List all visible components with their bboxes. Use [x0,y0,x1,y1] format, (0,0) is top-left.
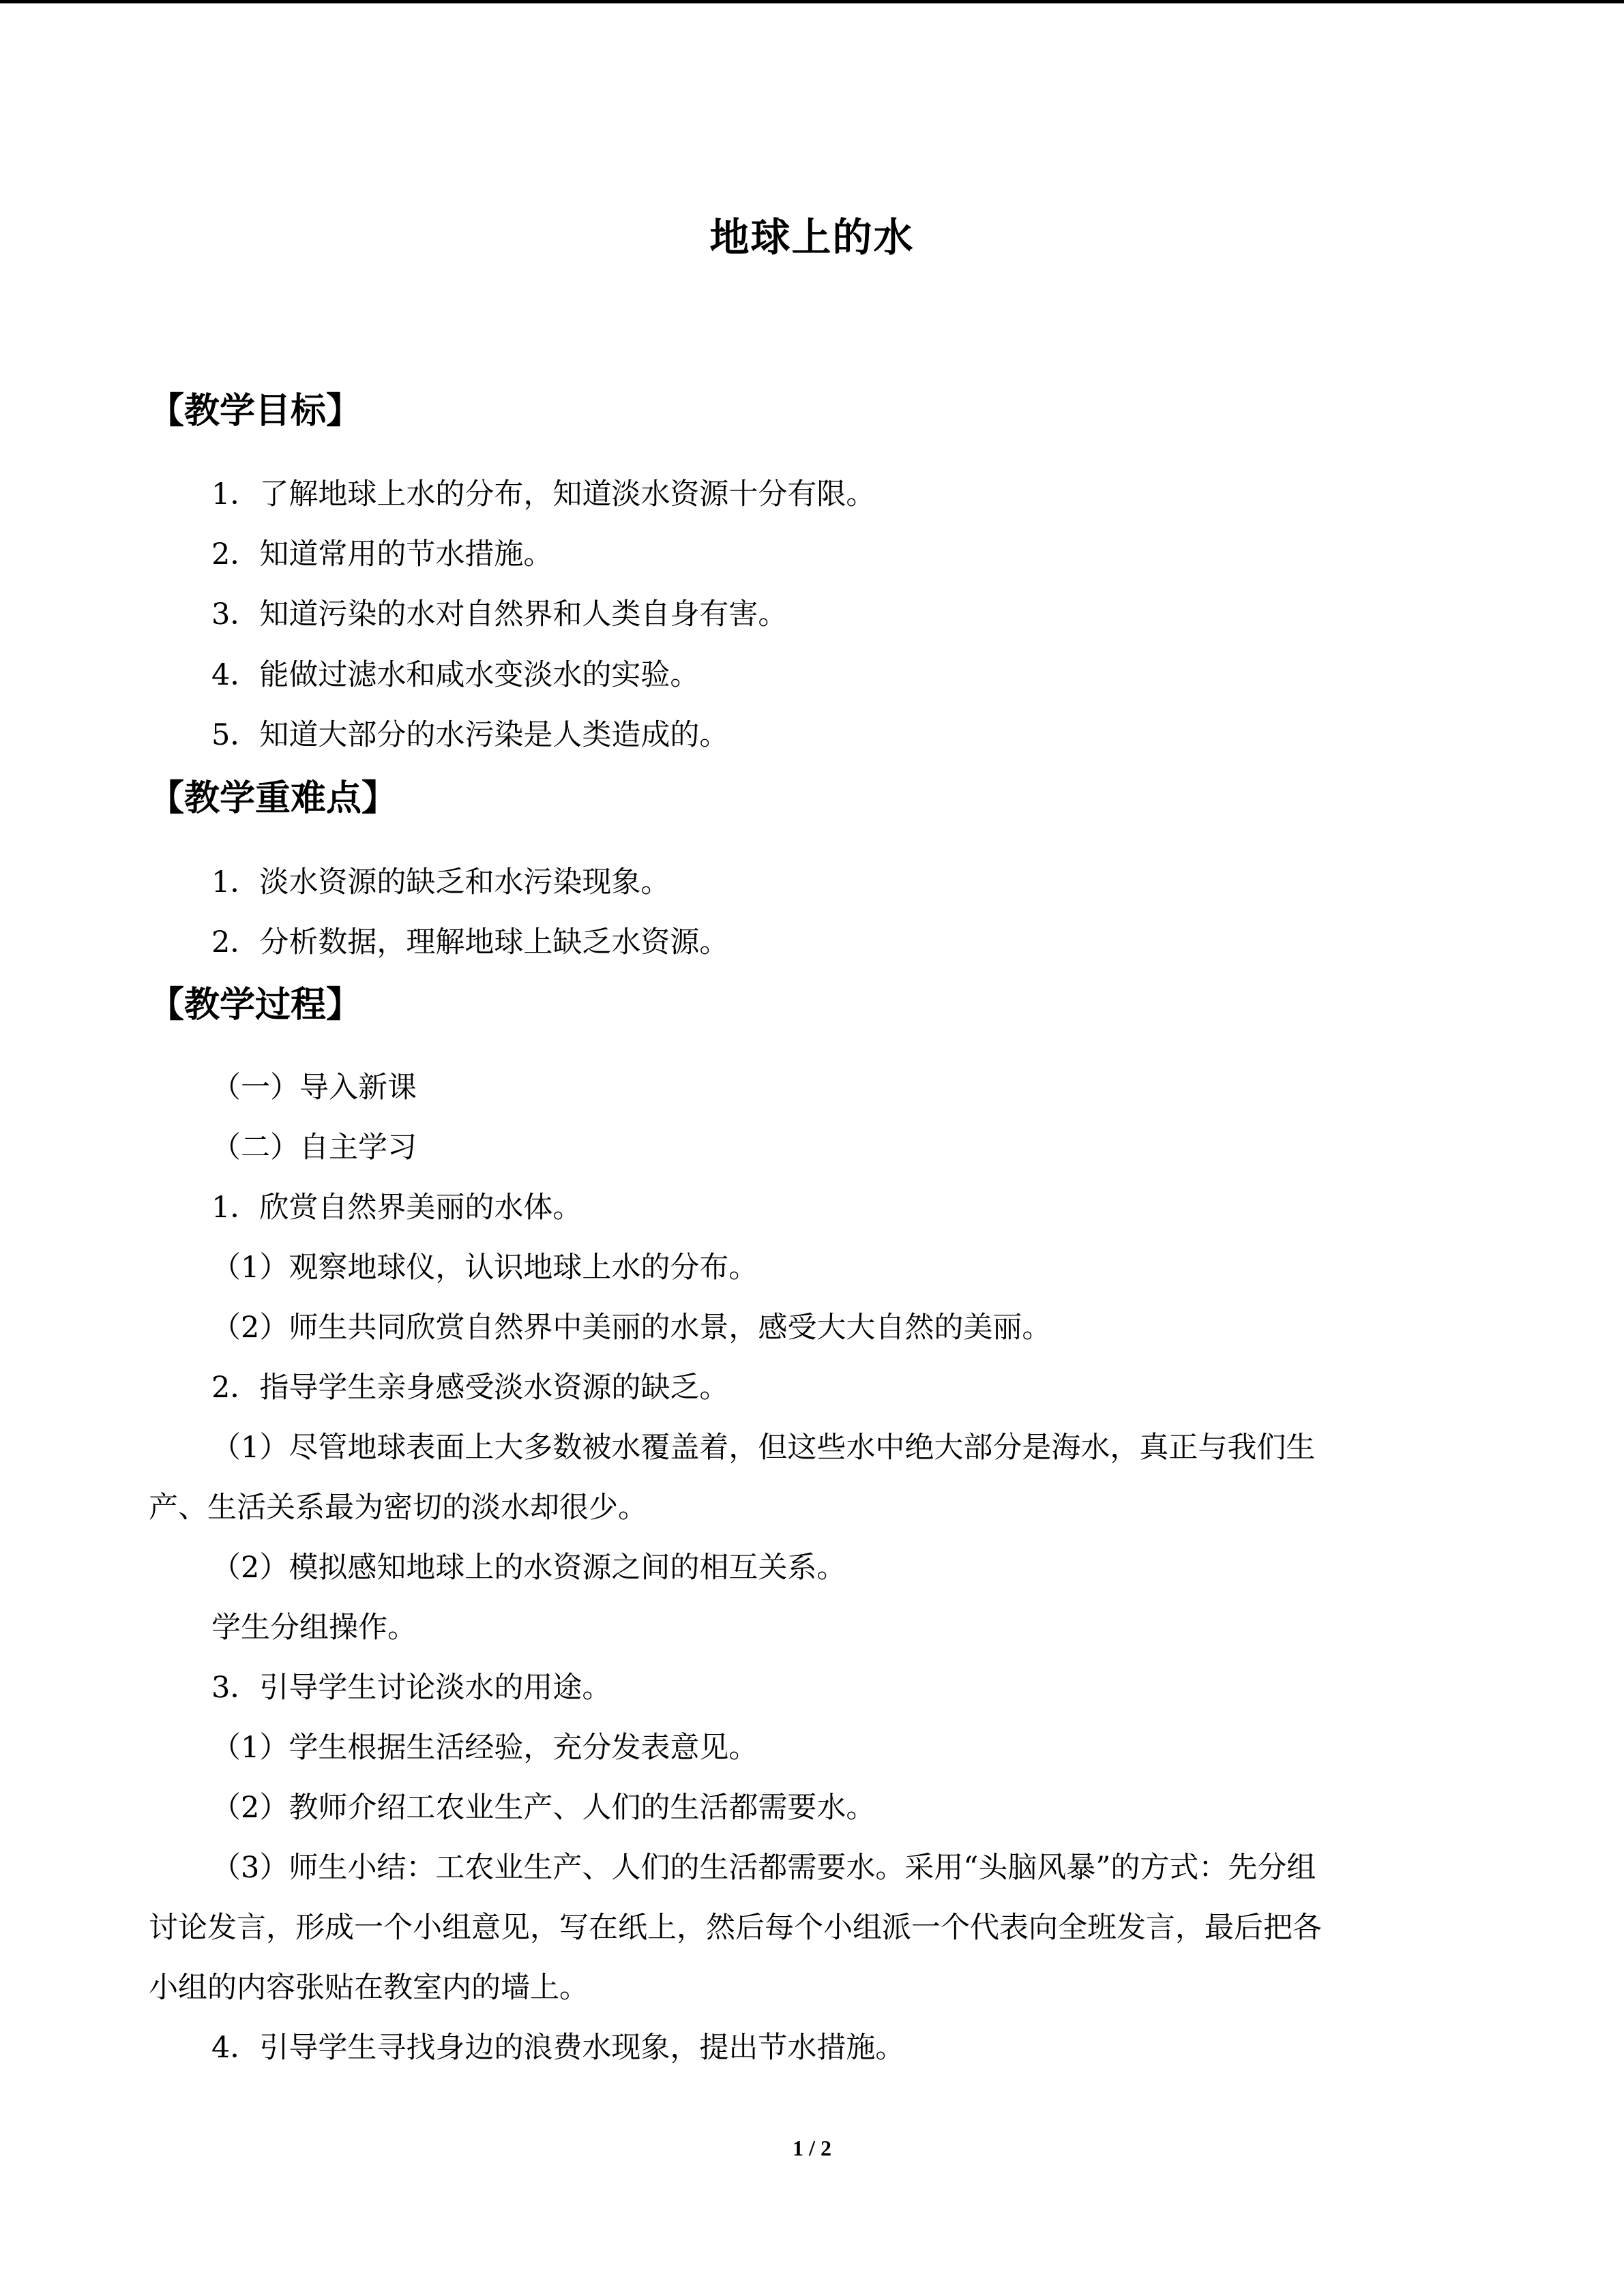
objective-item: 1．了解地球上水的分布，知道淡水资源十分有限。 [211,477,876,511]
process-line: 2．指导学生亲身感受淡水资源的缺乏。 [211,1371,729,1405]
section-heading-process: 【教学过程】 [149,985,362,1026]
key-point-item: 2．分析数据，理解地球上缺乏水资源。 [211,925,729,959]
objective-item: 4．能做过滤水和咸水变淡水的实验。 [211,658,700,692]
process-line: 学生分组操作。 [211,1611,417,1645]
key-point-item: 1．淡水资源的缺乏和水污染现象。 [211,865,670,899]
process-line: 3．引导学生讨论淡水的用途。 [211,1671,612,1705]
process-line: （二）自主学习 [211,1131,417,1165]
top-border-rule [0,0,1624,3]
objective-item: 2．知道常用的节水措施。 [211,537,553,571]
process-line: （2）教师介绍工农业生产、人们的生活都需要水。 [211,1791,876,1825]
process-line: （1）尽管地球表面上大多数被水覆盖着，但这些水中绝大部分是海水，真正与我们生 [211,1431,1316,1465]
process-line: （3）师生小结：工农业生产、人们的生活都需要水。采用“头脑风暴”的方式：先分组 [211,1851,1316,1885]
objective-item: 5．知道大部分的水污染是人类造成的。 [211,718,729,752]
process-line: 1．欣赏自然界美丽的水体。 [211,1191,582,1225]
process-line: （2）模拟感知地球上的水资源之间的相互关系。 [211,1551,846,1585]
process-line: （1）学生根据生活经验，充分发表意见。 [211,1731,758,1765]
objective-item: 3．知道污染的水对自然界和人类自身有害。 [211,597,788,631]
process-line: （一）导入新课 [211,1071,417,1105]
page-number: 1 / 2 [793,2136,831,2160]
process-line: 产、生活关系最为密切的淡水却很少。 [149,1491,647,1525]
section-heading-key-points: 【教学重难点】 [149,778,398,819]
process-line: （1）观察地球仪，认识地球上水的分布。 [211,1251,758,1285]
document-title: 地球上的水 [709,214,915,260]
section-heading-objectives: 【教学目标】 [149,391,362,432]
process-line: 小组的内容张贴在教室内的墙上。 [149,1971,589,2005]
process-line: 讨论发言，形成一个小组意见，写在纸上，然后每个小组派一个代表向全班发言，最后把各 [149,1911,1322,1945]
process-line: （2）师生共同欣赏自然界中美丽的水景，感受大大自然的美丽。 [211,1311,1052,1345]
process-line: 4．引导学生寻找身边的浪费水现象，提出节水措施。 [211,2031,905,2065]
